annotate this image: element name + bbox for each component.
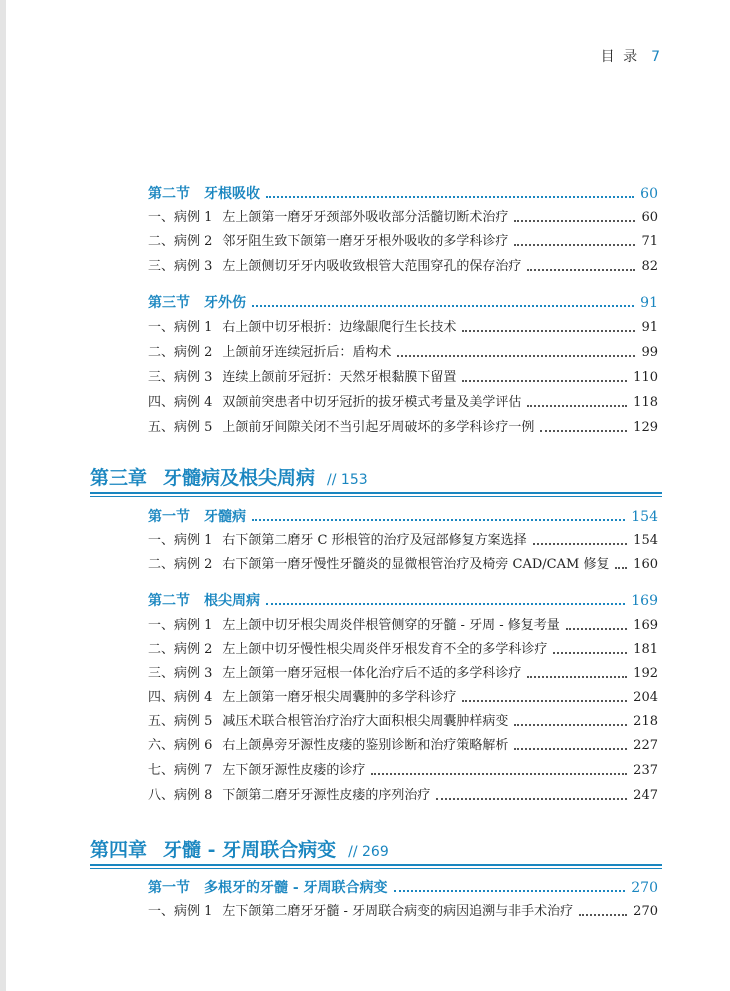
leader-dots [527, 676, 627, 678]
leader-dots [252, 519, 625, 521]
header-title: 目 录 [600, 49, 640, 65]
section-page: 169 [631, 593, 658, 609]
section-title: 第三节 牙外伤 [148, 295, 246, 311]
entry-page: 60 [641, 210, 658, 225]
leader-dots [371, 773, 627, 775]
entry-page: 270 [633, 904, 658, 919]
section-title: 第二节 牙根吸收 [148, 186, 260, 202]
toc-entry[interactable] [148, 232, 658, 252]
leader-dots [553, 652, 627, 654]
section-title: 第一节 牙髓病 [148, 509, 246, 525]
section-title: 第一节 多根牙的牙髓 - 牙周联合病变 [148, 880, 388, 896]
leader-dots [579, 914, 627, 916]
entry-page: 237 [633, 763, 658, 778]
entry-label: 二、病例 2 [148, 234, 213, 249]
leader-dots [514, 244, 635, 246]
section-page: 60 [640, 186, 658, 202]
entry-title: 左上颌侧切牙牙内吸收致根管大范围穿孔的保存治疗 [222, 259, 522, 274]
entry-label: 二、病例 2 [148, 345, 213, 360]
leader-dots [462, 380, 627, 382]
entry-title: 左上颌第一磨牙冠根一体化治疗后不适的多学科诊疗 [222, 666, 522, 681]
entry-title: 减压术联合根管治疗治疗大面积根尖周囊肿样病变 [222, 714, 509, 729]
toc-entry[interactable] [148, 368, 658, 388]
leader-dots [527, 269, 635, 271]
leader-dots [462, 700, 627, 702]
entry-label: 一、病例 1 [148, 618, 213, 633]
entry-page: 91 [641, 320, 658, 335]
entry-page: 169 [633, 618, 658, 633]
toc-entry[interactable] [148, 736, 658, 756]
leader-dots [394, 890, 626, 892]
entry-title: 左下颌牙源性皮瘘的诊疗 [222, 763, 366, 778]
leader-dots [514, 220, 635, 222]
entry-title: 双颌前突患者中切牙冠折的拔牙模式考量及美学评估 [222, 395, 522, 410]
leader-dots [533, 543, 628, 545]
chapter-rule-thin [90, 496, 662, 497]
toc-entry[interactable] [148, 555, 658, 575]
chapter-heading[interactable] [90, 460, 662, 490]
entry-label: 一、病例 1 [148, 320, 213, 335]
leader-dots [397, 355, 635, 357]
chapter-rule-thick [90, 492, 662, 494]
entry-page: 192 [633, 666, 658, 681]
entry-page: 247 [633, 788, 658, 803]
entry-title: 左上颌第一磨牙根尖周囊肿的多学科诊疗 [222, 690, 457, 705]
entry-page: 181 [633, 642, 658, 657]
entry-title: 右上颌鼻旁牙源性皮瘘的鉴别诊断和治疗策略解析 [222, 738, 509, 753]
section-page: 91 [640, 295, 658, 311]
entry-page: 204 [633, 690, 658, 705]
page-edge [0, 0, 6, 991]
leader-dots [615, 567, 627, 569]
leader-dots [436, 798, 627, 800]
entry-title: 邻牙阻生致下颌第一磨牙牙根外吸收的多学科诊疗 [222, 234, 509, 249]
entry-label: 三、病例 3 [148, 259, 213, 274]
chapter-heading[interactable] [90, 832, 662, 862]
chapter-page: // 153 [327, 472, 368, 488]
entry-page: 82 [641, 259, 658, 274]
entry-label: 一、病例 1 [148, 904, 213, 919]
entry-title: 左上颌中切牙慢性根尖周炎伴牙根发育不全的多学科诊疗 [222, 642, 548, 657]
toc-entry[interactable] [148, 208, 658, 228]
chapter-rule-thin [90, 868, 662, 869]
entry-label: 四、病例 4 [148, 690, 213, 705]
leader-dots [566, 628, 627, 630]
toc-entry[interactable] [148, 531, 658, 551]
entry-label: 五、病例 5 [148, 714, 213, 729]
toc-entry[interactable] [148, 393, 658, 413]
toc-entry[interactable] [148, 616, 658, 636]
toc-entry[interactable] [148, 343, 658, 363]
toc-section[interactable] [148, 293, 658, 313]
chapter-number: 第四章 [90, 839, 148, 861]
entry-title: 左上颌第一磨牙牙颈部外吸收部分活髓切断术治疗 [222, 210, 509, 225]
entry-title: 上颌前牙间隙关闭不当引起牙周破坏的多学科诊疗一例 [222, 420, 535, 435]
leader-dots [514, 748, 627, 750]
entry-label: 六、病例 6 [148, 738, 213, 753]
leader-dots [266, 603, 625, 605]
entry-label: 三、病例 3 [148, 370, 213, 385]
entry-page: 129 [633, 420, 658, 435]
leader-dots [266, 196, 634, 198]
entry-label: 四、病例 4 [148, 395, 213, 410]
toc-entry[interactable] [148, 902, 658, 922]
entry-page: 218 [633, 714, 658, 729]
header-page-number: 7 [651, 49, 660, 65]
entry-title: 上颌前牙连续冠折后：盾构术 [222, 345, 392, 360]
chapter-number: 第三章 [90, 467, 148, 489]
entry-label: 三、病例 3 [148, 666, 213, 681]
toc-entry[interactable] [148, 318, 658, 338]
toc-section[interactable] [148, 507, 658, 527]
entry-title: 右下颌第一磨牙慢性牙髓炎的显微根管治疗及椅旁 CAD/CAM 修复 [222, 557, 610, 572]
toc-section[interactable] [148, 591, 658, 611]
entry-title: 右上颌中切牙根折：边缘龈爬行生长技术 [222, 320, 457, 335]
leader-dots [527, 405, 627, 407]
entry-title: 左下颌第二磨牙牙髓 - 牙周联合病变的病因追溯与非手术治疗 [222, 904, 574, 919]
chapter-title: 牙髓 - 牙周联合病变 [163, 839, 337, 861]
toc-entry[interactable] [148, 712, 658, 732]
section-title: 第二节 根尖周病 [148, 593, 260, 609]
toc-section[interactable] [148, 184, 658, 204]
entry-label: 五、病例 5 [148, 420, 213, 435]
section-page: 154 [631, 509, 658, 525]
chapter-title: 牙髓病及根尖周病 [163, 467, 316, 489]
entry-label: 一、病例 1 [148, 210, 213, 225]
entry-label: 八、病例 8 [148, 788, 213, 803]
toc-entry[interactable] [148, 761, 658, 781]
section-page: 270 [631, 880, 658, 896]
entry-page: 118 [633, 395, 658, 410]
toc-section[interactable] [148, 878, 658, 898]
entry-page: 110 [633, 370, 658, 385]
entry-page: 99 [641, 345, 658, 360]
chapter-rule-thick [90, 864, 662, 866]
leader-dots [514, 724, 627, 726]
chapter-page: // 269 [348, 844, 389, 860]
leader-dots [540, 430, 627, 432]
entry-label: 七、病例 7 [148, 763, 213, 778]
entry-page: 154 [633, 533, 658, 548]
toc-entry[interactable] [148, 664, 658, 684]
entry-label: 一、病例 1 [148, 533, 213, 548]
entry-page: 160 [633, 557, 658, 572]
toc-entry[interactable] [148, 257, 658, 277]
entry-title: 连续上颌前牙冠折：天然牙根黏膜下留置 [222, 370, 457, 385]
running-header [601, 46, 660, 66]
toc-entry[interactable] [148, 640, 658, 660]
leader-dots [462, 330, 635, 332]
entry-title: 下颌第二磨牙牙源性皮瘘的序列治疗 [222, 788, 431, 803]
toc-entry[interactable] [148, 786, 658, 806]
entry-title: 左上颌中切牙根尖周炎伴根管侧穿的牙髓 - 牙周 - 修复考量 [222, 618, 560, 633]
entry-page: 71 [641, 234, 658, 249]
toc-entry[interactable] [148, 688, 658, 708]
entry-label: 二、病例 2 [148, 557, 213, 572]
toc-entry[interactable] [148, 418, 658, 438]
entry-label: 二、病例 2 [148, 642, 213, 657]
leader-dots [252, 305, 634, 307]
entry-title: 右下颌第二磨牙 C 形根管的治疗及冠部修复方案选择 [222, 533, 527, 548]
entry-page: 227 [633, 738, 658, 753]
